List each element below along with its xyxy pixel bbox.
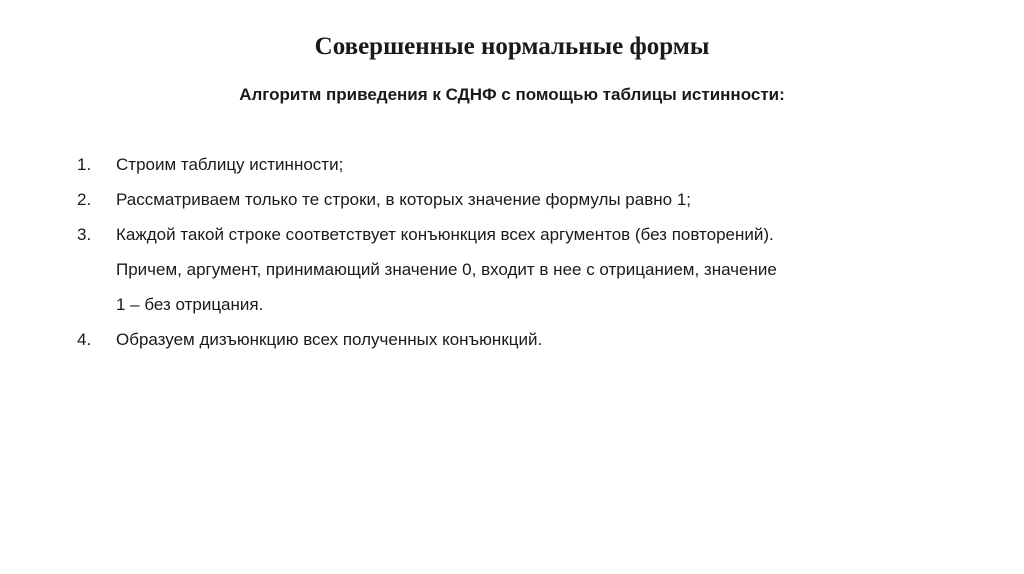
slide-title: Совершенные нормальные формы	[314, 33, 710, 60]
step-text	[116, 182, 977, 217]
step-item-4	[77, 322, 977, 357]
step-text-line: 1 – без отрицания.	[116, 295, 264, 314]
step-number: 3.	[77, 225, 92, 244]
step-item-1	[77, 147, 977, 182]
step-text-line: Каждой такой строке соответствует конъюнкция всех аргументов (без повторений).	[116, 225, 774, 244]
step-number: 4.	[77, 330, 92, 349]
step-text	[116, 322, 977, 357]
slide-subtitle: Алгоритм приведения к СДНФ с помощью таблицы истинности:	[239, 85, 785, 104]
step-text-line: Рассматриваем только те строки, в которых значение формулы равно 1;	[116, 190, 691, 209]
step-item-3	[77, 217, 977, 322]
algorithm-steps-list	[77, 147, 977, 357]
step-number: 1.	[77, 155, 92, 174]
step-text-line: Причем, аргумент, принимающий значение 0, входит в нее с отрицанием, значение	[116, 260, 777, 279]
step-item-2	[77, 182, 977, 217]
step-text	[116, 217, 977, 322]
step-number: 2.	[77, 190, 92, 209]
step-text-line: Образуем дизъюнкцию всех полученных конъюнкций.	[116, 330, 543, 349]
step-text-line: Строим таблицу истинности;	[116, 155, 344, 174]
step-text	[116, 147, 977, 182]
